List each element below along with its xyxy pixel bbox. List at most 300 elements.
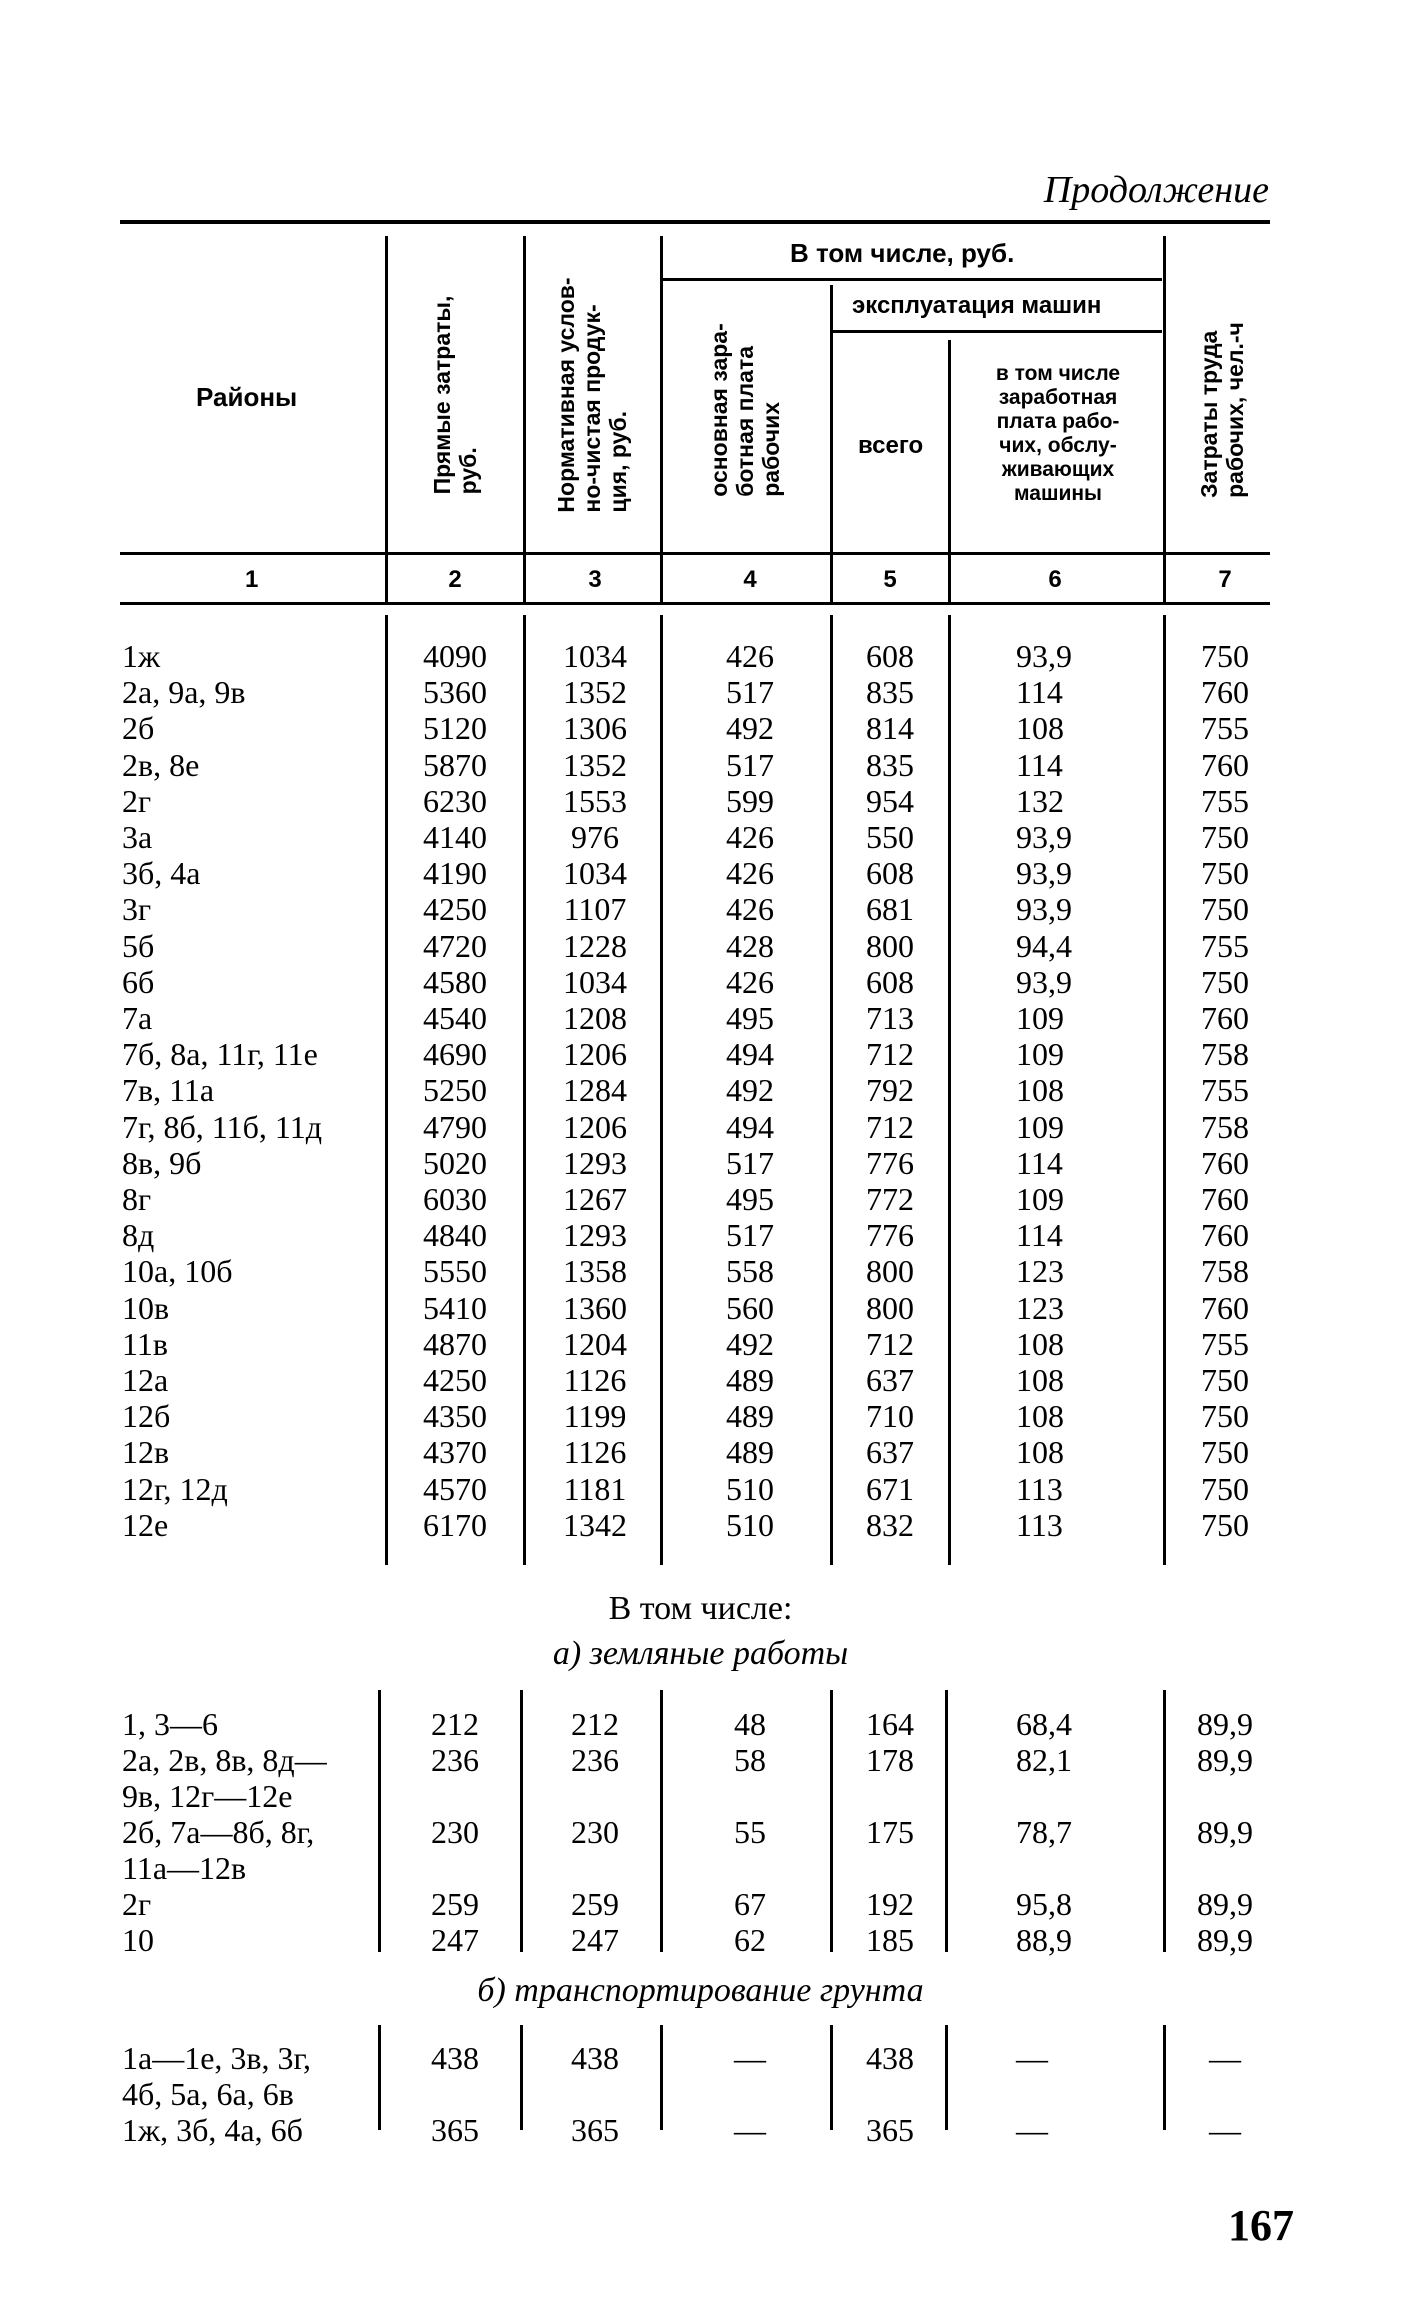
value-cell: 113 — [1016, 1470, 1063, 1507]
column-numbers-row — [0, 562, 1401, 598]
value-cell: 792 — [866, 1072, 914, 1109]
column-number: 1 — [245, 566, 259, 593]
value-cell: 608 — [866, 638, 914, 674]
table-row — [0, 1253, 1401, 1289]
value-cell: 1306 — [563, 710, 627, 747]
region-cell: 12а — [122, 1362, 169, 1398]
value-cell: 55 — [734, 1814, 766, 1850]
value-cell: 4090 — [423, 638, 487, 674]
value-cell: 93,9 — [1016, 891, 1072, 928]
value-cell: 608 — [866, 963, 914, 1000]
subgroup-rule — [832, 330, 1162, 333]
table-row — [0, 819, 1401, 855]
value-cell: 760 — [1201, 1181, 1249, 1217]
value-cell: 426 — [726, 963, 774, 1000]
value-cell: 365 — [866, 2112, 914, 2148]
value-cell: 760 — [1201, 1289, 1249, 1326]
column-number: 3 — [588, 566, 602, 593]
header-total: всего — [858, 432, 924, 459]
value-cell: 4140 — [423, 819, 487, 855]
header-divider — [523, 236, 526, 561]
value-cell: 108 — [1016, 1434, 1064, 1471]
table-row — [0, 1434, 1401, 1470]
value-cell: — — [1209, 2040, 1241, 2076]
table-row — [0, 928, 1401, 964]
region-cell: 3б, 4а — [122, 855, 201, 892]
value-cell: 1034 — [563, 855, 627, 892]
value-cell: 5360 — [423, 674, 487, 711]
value-cell: 637 — [866, 1362, 914, 1398]
header-divider — [385, 236, 388, 561]
value-cell: 1342 — [563, 1506, 627, 1543]
table-row — [0, 891, 1401, 927]
value-cell: 89,9 — [1197, 1814, 1253, 1850]
value-cell: 760 — [1201, 1144, 1249, 1181]
value-cell: 438 — [866, 2040, 914, 2076]
value-cell: 108 — [1016, 710, 1064, 747]
value-cell: 489 — [726, 1398, 774, 1435]
value-cell: 758 — [1201, 1108, 1249, 1145]
table-row — [0, 1326, 1401, 1362]
header-divider — [1163, 556, 1166, 602]
section-b-title: б) транспортирование грунта — [477, 1972, 924, 2009]
region-cell: 12г, 12д — [122, 1470, 228, 1507]
value-cell: 109 — [1016, 1181, 1064, 1217]
value-cell: 489 — [726, 1434, 774, 1471]
value-cell: 550 — [866, 819, 914, 855]
value-cell: 494 — [726, 1036, 774, 1073]
header-divider — [1163, 236, 1166, 561]
header-divider — [660, 236, 663, 561]
value-cell: 113 — [1016, 1506, 1063, 1543]
region-cell: 2а, 2в, 8в, 8д— 9в, 12г—12е — [122, 1742, 327, 1814]
value-cell: — — [1209, 2112, 1241, 2148]
value-cell: 755 — [1201, 710, 1249, 747]
table-row — [0, 1290, 1401, 1326]
value-cell: 681 — [866, 891, 914, 928]
value-cell: 259 — [571, 1886, 619, 1922]
value-cell: 4840 — [423, 1217, 487, 1254]
value-cell: 93,9 — [1016, 638, 1072, 674]
value-cell: 175 — [866, 1814, 914, 1850]
value-cell: 1352 — [563, 674, 627, 711]
value-cell: — — [1016, 2112, 1048, 2148]
value-cell: 6170 — [423, 1506, 487, 1543]
region-cell: 7а — [122, 1000, 153, 1036]
value-cell: — — [734, 2112, 766, 2148]
value-cell: 750 — [1201, 1362, 1249, 1398]
table-row — [0, 1217, 1401, 1253]
header-labor-costs: Затраты труда рабочих, чел.-ч — [1196, 322, 1248, 498]
value-cell: 94,4 — [1016, 927, 1072, 964]
value-cell: 1358 — [563, 1253, 627, 1290]
value-cell: 4870 — [423, 1325, 487, 1362]
region-cell: 8в, 9б — [122, 1144, 202, 1181]
section-a-divider — [660, 1690, 663, 1952]
value-cell: 4250 — [423, 891, 487, 928]
value-cell: 1352 — [563, 746, 627, 783]
table-row — [0, 638, 1401, 674]
value-cell: 123 — [1016, 1253, 1064, 1290]
value-cell: 438 — [431, 2040, 479, 2076]
value-cell: 750 — [1201, 891, 1249, 928]
value-cell: 4690 — [423, 1036, 487, 1073]
value-cell: 760 — [1201, 1217, 1249, 1254]
value-cell: 758 — [1201, 1036, 1249, 1073]
value-cell: 247 — [431, 1922, 479, 1958]
value-cell: 108 — [1016, 1362, 1064, 1398]
value-cell: 114 — [1016, 746, 1063, 783]
value-cell: 438 — [571, 2040, 619, 2076]
section-b-divider — [660, 2025, 663, 2130]
value-cell: 212 — [431, 1706, 479, 1742]
value-cell: 710 — [866, 1398, 914, 1435]
value-cell: 835 — [866, 746, 914, 783]
table-row — [0, 964, 1401, 1000]
value-cell: 4720 — [423, 927, 487, 964]
value-cell: 365 — [431, 2112, 479, 2148]
value-cell: 760 — [1201, 1000, 1249, 1036]
region-cell: 1а—1е, 3в, 3г, 4б, 5а, 6а, 6в — [122, 2040, 312, 2112]
value-cell: 510 — [726, 1470, 774, 1507]
section-a-divider — [378, 1690, 381, 1952]
value-cell: 89,9 — [1197, 1742, 1253, 1778]
value-cell: 1284 — [563, 1072, 627, 1109]
value-cell: 599 — [726, 782, 774, 819]
value-cell: 510 — [726, 1506, 774, 1543]
value-cell: 259 — [431, 1886, 479, 1922]
value-cell: 4370 — [423, 1434, 487, 1471]
value-cell: 58 — [734, 1742, 766, 1778]
table-row — [0, 783, 1401, 819]
region-cell: 8д — [122, 1217, 155, 1254]
value-cell: 426 — [726, 638, 774, 674]
value-cell: 517 — [726, 746, 774, 783]
value-cell: 755 — [1201, 782, 1249, 819]
value-cell: 95,8 — [1016, 1886, 1072, 1922]
value-cell: 6030 — [423, 1181, 487, 1217]
header-group: В том числе, руб. — [790, 238, 1015, 268]
value-cell: 1293 — [563, 1217, 627, 1254]
value-cell: 4250 — [423, 1362, 487, 1398]
value-cell: 1204 — [563, 1325, 627, 1362]
region-cell: 1, 3—6 — [122, 1706, 218, 1742]
value-cell: 1293 — [563, 1144, 627, 1181]
region-cell: 1ж, 3б, 4а, 6б — [122, 2112, 303, 2148]
value-cell: 164 — [866, 1706, 914, 1742]
value-cell: 426 — [726, 855, 774, 892]
section-a-divider — [945, 1690, 948, 1952]
table-row — [0, 1000, 1401, 1036]
value-cell: 1107 — [563, 891, 627, 928]
continuation-label: Продолжение — [1043, 169, 1269, 211]
header-divider — [830, 556, 833, 602]
region-cell: 10 — [122, 1922, 154, 1958]
region-cell: 12е — [122, 1506, 169, 1543]
region-cell: 3г — [122, 891, 152, 928]
value-cell: 814 — [866, 710, 914, 747]
table-row — [0, 1362, 1401, 1398]
column-number: 4 — [743, 566, 757, 593]
region-cell: 12б — [122, 1398, 171, 1435]
value-cell: 123 — [1016, 1289, 1064, 1326]
header-direct-costs: Прямые затраты, руб. — [429, 295, 481, 495]
region-cell: 2а, 9а, 9в — [122, 674, 246, 711]
page-number: 167 — [1228, 2201, 1294, 2250]
value-cell: 832 — [866, 1506, 914, 1543]
region-cell: 7б, 8а, 11г, 11е — [122, 1036, 318, 1073]
value-cell: 492 — [726, 710, 774, 747]
value-cell: 835 — [866, 674, 914, 711]
value-cell: 82,1 — [1016, 1742, 1072, 1778]
region-cell: 7в, 11а — [122, 1072, 215, 1109]
value-cell: 954 — [866, 782, 914, 819]
table-row — [0, 1507, 1401, 1543]
value-cell: 800 — [866, 1289, 914, 1326]
value-cell: 114 — [1016, 674, 1063, 711]
value-cell: 109 — [1016, 1036, 1064, 1073]
value-cell: 671 — [866, 1470, 914, 1507]
value-cell: 492 — [726, 1325, 774, 1362]
region-cell: 2в, 8е — [122, 746, 200, 783]
value-cell: 750 — [1201, 1506, 1249, 1543]
value-cell: 755 — [1201, 1072, 1249, 1109]
header-base-wages: основная зара- ботная плата рабочих — [706, 323, 784, 497]
header-divider — [830, 285, 833, 561]
column-number: 6 — [1048, 566, 1062, 593]
section-a-divider — [1163, 1690, 1166, 1952]
table-row — [0, 674, 1401, 710]
value-cell: 755 — [1201, 1325, 1249, 1362]
table-row — [0, 1036, 1401, 1072]
value-cell: 5870 — [423, 746, 487, 783]
value-cell: 68,4 — [1016, 1706, 1072, 1742]
value-cell: 4350 — [423, 1398, 487, 1435]
value-cell: 247 — [571, 1922, 619, 1958]
value-cell: 108 — [1016, 1398, 1064, 1435]
value-cell: 492 — [726, 1072, 774, 1109]
value-cell: 48 — [734, 1706, 766, 1742]
table-row — [0, 747, 1401, 783]
value-cell: 108 — [1016, 1072, 1064, 1109]
value-cell: 5250 — [423, 1072, 487, 1109]
value-cell: 1360 — [563, 1289, 627, 1326]
value-cell: 750 — [1201, 1398, 1249, 1435]
value-cell: 776 — [866, 1217, 914, 1254]
header-divider — [948, 556, 951, 602]
top-rule — [120, 220, 1270, 224]
region-cell: 10в — [122, 1289, 170, 1326]
value-cell: 750 — [1201, 855, 1249, 892]
value-cell: 230 — [431, 1814, 479, 1850]
table-row — [0, 1072, 1401, 1108]
section-a-divider — [830, 1690, 833, 1952]
section-a-divider — [520, 1690, 523, 1952]
section-b-divider — [1163, 2025, 1166, 2130]
value-cell: 750 — [1201, 819, 1249, 855]
value-cell: 712 — [866, 1325, 914, 1362]
value-cell: 750 — [1201, 1470, 1249, 1507]
value-cell: 750 — [1201, 963, 1249, 1000]
value-cell: 365 — [571, 2112, 619, 2148]
table-row — [0, 1145, 1401, 1181]
value-cell: 772 — [866, 1181, 914, 1217]
value-cell: 132 — [1016, 782, 1064, 819]
section-a-title: а) земляные работы — [552, 1635, 849, 1672]
value-cell: 489 — [726, 1362, 774, 1398]
value-cell: 755 — [1201, 927, 1249, 964]
header-machine-operation: эксплуатация машин — [852, 292, 1102, 319]
region-cell: 8г — [122, 1181, 152, 1217]
value-cell: 1228 — [563, 927, 627, 964]
table-row — [0, 1471, 1401, 1507]
value-cell: 5410 — [423, 1289, 487, 1326]
value-cell: 712 — [866, 1036, 914, 1073]
value-cell: 1553 — [563, 782, 627, 819]
value-cell: 760 — [1201, 746, 1249, 783]
column-number: 5 — [883, 566, 897, 593]
value-cell: 4190 — [423, 855, 487, 892]
value-cell: 760 — [1201, 674, 1249, 711]
value-cell: 114 — [1016, 1217, 1063, 1254]
sub-heading: В том числе: — [608, 1590, 793, 1627]
value-cell: 109 — [1016, 1000, 1064, 1036]
region-cell: 7г, 8б, 11б, 11д — [122, 1108, 322, 1145]
column-number: 2 — [448, 566, 462, 593]
region-cell: 6б — [122, 963, 155, 1000]
value-cell: 1181 — [563, 1470, 627, 1507]
value-cell: 1199 — [563, 1398, 627, 1435]
section-b-divider — [520, 2025, 523, 2130]
value-cell: 1034 — [563, 963, 627, 1000]
section-b-divider — [378, 2025, 381, 2130]
value-cell: 108 — [1016, 1325, 1064, 1362]
value-cell: 495 — [726, 1181, 774, 1217]
value-cell: 713 — [866, 1000, 914, 1036]
numbers-rule-bottom — [120, 602, 1270, 605]
value-cell: 637 — [866, 1434, 914, 1471]
region-cell: 2б, 7а—8б, 8г, 11а—12в — [122, 1814, 315, 1886]
header-regions: Районы — [196, 382, 298, 412]
value-cell: 750 — [1201, 1434, 1249, 1471]
value-cell: 236 — [571, 1742, 619, 1778]
value-cell: 88,9 — [1016, 1922, 1072, 1958]
value-cell: 750 — [1201, 638, 1249, 674]
value-cell: 608 — [866, 855, 914, 892]
value-cell: 89,9 — [1197, 1886, 1253, 1922]
value-cell: 426 — [726, 891, 774, 928]
table-row — [0, 855, 1401, 891]
value-cell: 114 — [1016, 1144, 1063, 1181]
value-cell: — — [1016, 2040, 1048, 2076]
region-cell: 12в — [122, 1434, 170, 1471]
value-cell: 776 — [866, 1144, 914, 1181]
value-cell: 93,9 — [1016, 855, 1072, 892]
value-cell: 109 — [1016, 1108, 1064, 1145]
value-cell: 236 — [431, 1742, 479, 1778]
table-row — [0, 1398, 1401, 1434]
value-cell: 212 — [571, 1706, 619, 1742]
region-cell: 5б — [122, 927, 155, 964]
header-divider — [385, 556, 388, 602]
value-cell: 67 — [734, 1886, 766, 1922]
value-cell: 93,9 — [1016, 963, 1072, 1000]
value-cell: 758 — [1201, 1253, 1249, 1290]
value-cell: 428 — [726, 927, 774, 964]
value-cell: 192 — [866, 1886, 914, 1922]
region-cell: 10а, 10б — [122, 1253, 233, 1290]
value-cell: 1126 — [563, 1434, 627, 1471]
column-number: 7 — [1218, 566, 1232, 593]
value-cell: 426 — [726, 819, 774, 855]
header-divider — [948, 340, 951, 561]
numbers-rule-top — [120, 552, 1270, 555]
value-cell: 1206 — [563, 1108, 627, 1145]
value-cell: 62 — [734, 1922, 766, 1958]
value-cell: 6230 — [423, 782, 487, 819]
region-cell: 11в — [122, 1325, 168, 1362]
value-cell: 93,9 — [1016, 819, 1072, 855]
value-cell: 178 — [866, 1742, 914, 1778]
region-cell: 3а — [122, 819, 153, 855]
region-cell: 2г — [122, 1886, 152, 1922]
value-cell: 89,9 — [1197, 1706, 1253, 1742]
value-cell: 495 — [726, 1000, 774, 1036]
header-divider — [660, 556, 663, 602]
value-cell: 5020 — [423, 1144, 487, 1181]
value-cell: 4540 — [423, 1000, 487, 1036]
value-cell: 517 — [726, 1217, 774, 1254]
value-cell: 185 — [866, 1922, 914, 1958]
value-cell: 4790 — [423, 1108, 487, 1145]
value-cell: 4570 — [423, 1470, 487, 1507]
value-cell: 712 — [866, 1108, 914, 1145]
table-row — [0, 1181, 1401, 1217]
value-cell: 517 — [726, 674, 774, 711]
region-cell: 2г — [122, 782, 152, 819]
section-b-divider — [830, 2025, 833, 2130]
group-rule — [662, 278, 1162, 281]
region-cell: 2б — [122, 710, 155, 747]
value-cell: 78,7 — [1016, 1814, 1072, 1850]
value-cell: 1126 — [563, 1362, 627, 1398]
value-cell: 5120 — [423, 710, 487, 747]
value-cell: 494 — [726, 1108, 774, 1145]
value-cell: 560 — [726, 1289, 774, 1326]
table-row — [0, 710, 1401, 746]
value-cell: 1206 — [563, 1036, 627, 1073]
region-cell: 1ж — [122, 638, 161, 674]
value-cell: 1267 — [563, 1181, 627, 1217]
header-machine-wages: в том числе заработная плата рабо- чих, обслу- живающих машины — [995, 362, 1121, 505]
value-cell: 517 — [726, 1144, 774, 1181]
value-cell: 5550 — [423, 1253, 487, 1290]
value-cell: 89,9 — [1197, 1922, 1253, 1958]
value-cell: 4580 — [423, 963, 487, 1000]
value-cell: 800 — [866, 927, 914, 964]
header-divider — [523, 556, 526, 602]
header-net-output: Нормативная услов- но-чистая продук- ция, руб. — [553, 277, 631, 513]
section-b-divider — [945, 2025, 948, 2130]
value-cell: 976 — [571, 819, 619, 855]
value-cell: 230 — [571, 1814, 619, 1850]
value-cell: — — [734, 2040, 766, 2076]
value-cell: 800 — [866, 1253, 914, 1290]
value-cell: 558 — [726, 1253, 774, 1290]
table-row — [0, 1109, 1401, 1145]
value-cell: 1208 — [563, 1000, 627, 1036]
value-cell: 1034 — [563, 638, 627, 674]
